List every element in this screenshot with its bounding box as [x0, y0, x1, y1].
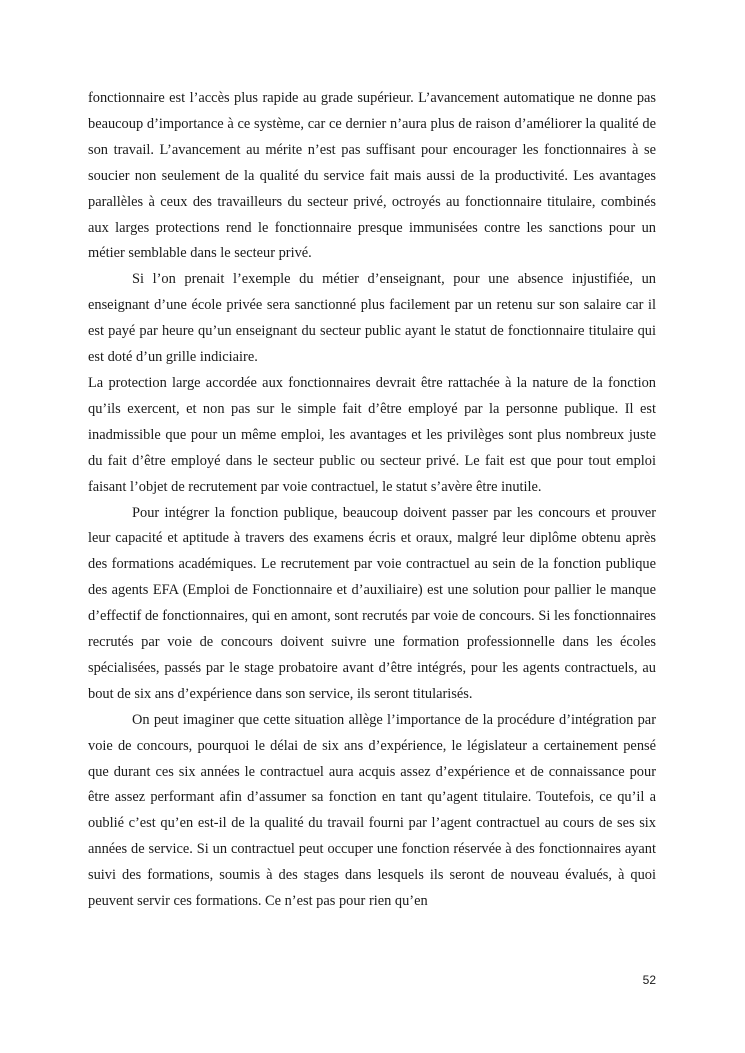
document-page [88, 86, 656, 915]
paragraph-2: Si l’on prenait l’exemple du métier d’enseignant, pour une absence injustifiée, un enseignant d’une école privée sera sanctionné plus facilement par un retenu sur son salaire car il est payé par heure qu’un enseignant du secteur public ayant le statut de fonctionnaire titulaire qui est doté d’un grille indiciaire. [88, 271, 656, 366]
paragraph-5: On peut imaginer que cette situation allège l’importance de la procédure d’intégration par voie de concours, pourquoi le délai de six ans d’expérience, le législateur a certainement pensé que durant ces six années le contractuel aura acquis assez d’expérience et de connaissance pour être assez performant afin d’assumer sa fonction en tant qu’agent titulaire. Toutefois, ce qu’il a oublié c’est qu’en est-il de la qualité du travail fourni par l’agent contractuel au cours de ses six années de service. Si un contractuel peut occuper une fonction réservée à des fonctionnaires ayant suivi des formations, soumis à des stages dans lesquels ils seront de nouveau évalués, à quoi peuvent servir ces formations. Ce n’est pas pour rien qu’en [88, 711, 656, 910]
paragraph-1: fonctionnaire est l’accès plus rapide au grade supérieur. L’avancement automatique ne donne pas beaucoup d’importance à ce système, car ce dernier n’aura plus de raison d’améliorer la qualité de son travail. L’avancement au mérite n’est pas suffisant pour encourager les fonctionnaires à se soucier non seulement de la qualité du service fait mais aussi de la productivité. Les avantages parallèles à ceux des travailleurs du secteur privé, octroyés au fonctionnaire titulaire, combinés aux larges protections rend le fonctionnaire presque immunisées contre les sanctions pour un métier semblable dans le secteur privé. [88, 90, 656, 262]
paragraph-4: Pour intégrer la fonction publique, beaucoup doivent passer par les concours et prouver leur capacité et aptitude à travers des examens écris et oraux, malgré leur diplôme obtenu après des formations académiques. Le recrutement par voie contractuel au sein de la fonction publique des agents EFA (Emploi de Fonctionnaire et d’auxiliaire) est une solution pour pallier le manque d’effectif de fonctionnaires, qui en amont, sont recrutés par voie de concours. Si les fonctionnaires recrutés par voie de concours doivent suivre une formation professionnelle dans les écoles spécialisées, passés par le stage probatoire avant d’être intégrés, pour les agents contractuels, au bout de six ans d’expérience dans son service, ils seront titularisés. [88, 504, 656, 702]
page-number: 52 [642, 973, 656, 987]
paragraph-3: La protection large accordée aux fonctionnaires devrait être rattachée à la nature de la fonction qu’ils exercent, et non pas sur le simple fait d’être employé par la personne publique. Il est inadmissible que pour un même emploi, les avantages et les privilèges sont plus nombreux juste du fait d’être employé dans le secteur public ou secteur privé. Le fait est que pour tout emploi faisant l’objet de recrutement par voie contractuel, le statut s’avère être inutile. [88, 374, 656, 495]
